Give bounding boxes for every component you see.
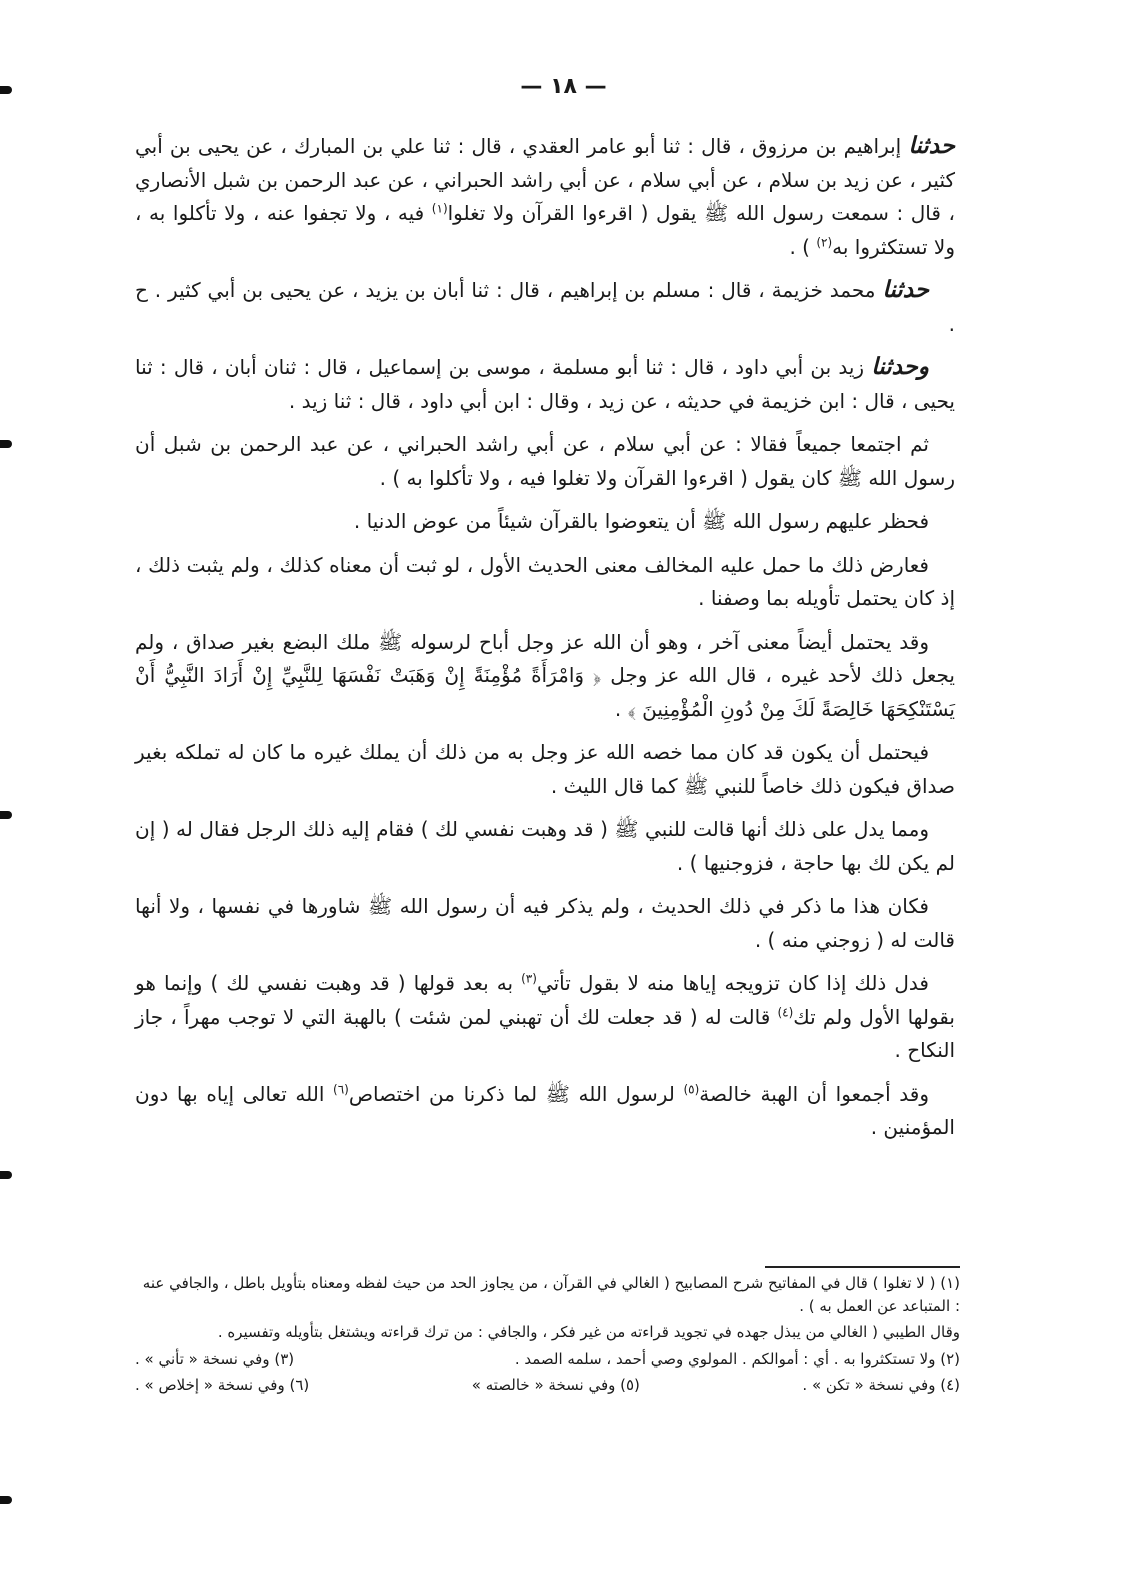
footnote: (٥) وفي نسخة « خالصته » [471,1376,640,1394]
paragraph-text: زيد بن أبي داود ، قال : ثنا أبو مسلمة ، موسى بن إسماعيل ، قال : ثنان أبان ، قال : ثنا يحيى ، قال : ابن خزيمة في حديثه ، عن زيد ، وقال : ابن أبي داود ، قال : ثنا زيد . [135,355,955,413]
footnote-ref: (٢) [816,234,833,249]
footnote: وقال الطيبي ( الغالي من يبذل جهده في تجويد قراءته من غير فكر ، والجافي : من ترك قراءته ويشتغل بتأويله وتفسيره . [217,1323,960,1341]
paragraph [135,428,955,495]
footnote-row [135,1374,960,1397]
paragraph-text: إبراهيم بن مرزوق ، قال : ثنا أبو عامر العقدي ، قال : ثنا علي بن المبارك ، عن يحيى بن أبي كثير ، عن زيد بن سلام ، عن أبي سلام ، عن أبي راشد الحبراني ، عن عبد الرحمن بن شبل الأنصاري ، قال : سمعت رسول الله ﷺ يقول ( اقرءوا القرآن ولا تغلوا [135,134,955,225]
footnotes [135,1272,960,1401]
footnote-ref: (٦) [333,1081,349,1096]
page-number: — ١٨ — [520,74,607,99]
paragraph-text: به بعد قولها ( قد وهبت نفسي لك ) وإنما هو بقولها الأول ولم تك [135,971,955,1029]
paragraph [135,967,955,1068]
paragraph-text: ومما يدل على ذلك أنها قالت للنبي ﷺ ( قد وهبت نفسي لك ) فقام إليه ذلك الرجل فقال له ( إن لم يكن لك بها حاجة ، فزوجنيها ) . [135,817,955,875]
paragraph-text: لرسول الله ﷺ لما ذكرنا من اختصاص [348,1081,684,1106]
paragraph-lead: حدثنا [882,277,929,303]
paragraph [135,890,955,957]
footnote-ref: (٣) [521,971,537,986]
paragraph-text: ثم اجتمعا جميعاً فقالا : عن أبي سلام ، عن أبي راشد الحبراني ، عن عبد الرحمن بن شبل أن رسول الله ﷺ كان يقول ( اقرءوا القرآن ولا تغلوا فيه ، ولا تأكلوا به ) . [135,432,955,490]
body-text [135,130,955,1155]
footnote: (٢) ولا تستكثروا به . أي : أموالكم . المولوي وصي أحمد ، سلمه الصمد . [514,1349,960,1368]
margin-mark [0,811,12,819]
paragraph-text: فكان هذا ما ذكر في ذلك الحديث ، ولم يذكر فيه أن رسول الله ﷺ شاورها في نفسها ، ولا أنها قالت له ( زوجني منه ) . [135,894,955,952]
footnote: (٤) وفي نسخة « تكن » . [802,1376,960,1394]
footnote-row [135,1348,960,1371]
footnote-ref: (٥) [683,1081,700,1096]
paragraph [135,736,955,803]
paragraph-text: ) . [789,234,817,259]
paragraph-text: فيه ، ولا تجفوا عنه ، ولا تأكلوا به ، ولا تستكثروا به [135,201,955,259]
paragraph-lead: حدثنا [908,133,955,159]
margin-mark [0,1496,12,1504]
paragraph-text: وقد يحتمل أيضاً معنى آخر ، وهو أن الله عز وجل أباح لرسوله ﷺ ملك البضع بغير صداق ، ولم يجعل ذلك لأحد غيره ، قال الله عز وجل ﴿ وَامْرَأَةً مُؤْمِنَةً إِنْ وَهَبَتْ نَفْسَهَا لِلنَّبِيِّ إِنْ أَرَادَ النَّبِيُّ أَنْ يَسْتَنْكِحَهَا خَالِصَةً لَكَ مِنْ دُونِ الْمُؤْمِنِينَ ﴾ . [135,629,955,721]
paragraph-text: الله تعالى إياه بها دون المؤمنين . [135,1081,955,1139]
paragraph [135,351,955,418]
paragraph [135,549,955,616]
paragraph-text: فدل ذلك إذا كان تزويجه إياها منه لا بقول تأتي [536,971,929,995]
paragraph-text: محمد خزيمة ، قال : مسلم بن إبراهيم ، قال : ثنا أبان بن يزيد ، عن يحيى بن أبي كثير . ح . [135,278,955,336]
paragraph-text: فعارض ذلك ما حمل عليه المخالف معنى الحديث الأول ، لو ثبت أن معناه كذلك ، ولم يثبت ذلك ، إذ كان يحتمل تأويله بما وصفنا . [135,552,955,610]
paragraph-lead: وحدثنا [871,354,929,380]
paragraph-text: فحظر عليهم رسول الله ﷺ أن يتعوضوا بالقرآن شيئاً من عوض الدنيا . [353,509,929,533]
paragraph [135,813,955,880]
footnote-ref: (١) [431,201,448,216]
footnote: (٣) وفي نسخة « تأني » . [135,1349,295,1368]
footnote-divider [765,1266,960,1268]
paragraph [135,505,955,539]
paragraph-text: وقد أجمعوا أن الهبة خالصة [699,1081,930,1106]
margin-mark [0,440,12,448]
paragraph [135,1078,955,1145]
margin-mark [0,1171,12,1179]
paragraph-text: قالت له ( قد جعلت لك أن تهبني لمن شئت ) بالهبة التي لا توجب مهراً ، جاز النكاح . [135,1004,955,1062]
footnote: (١) ( لا تغلوا ) قال في المفاتيح شرح المصابيح ( الغالي في القرآن ، من يجاوز الحد من حيث لفظه ومعناه بتأويل باطل ، والجافي عنه : المتباعد عن العمل به ) . [142,1274,960,1315]
footnote-ref: (٤) [777,1004,794,1019]
footnote: (٦) وفي نسخة « إخلاص » . [135,1376,310,1394]
paragraph [135,274,955,341]
paragraph-text: فيحتمل أن يكون قد كان مما خصه الله عز وجل به من ذلك أن يملك غيره ما كان له تملكه بغير صداق فيكون ذلك خاصاً للنبي ﷺ كما قال الليث . [135,740,955,798]
paragraph [135,626,955,727]
paragraph [135,130,955,264]
